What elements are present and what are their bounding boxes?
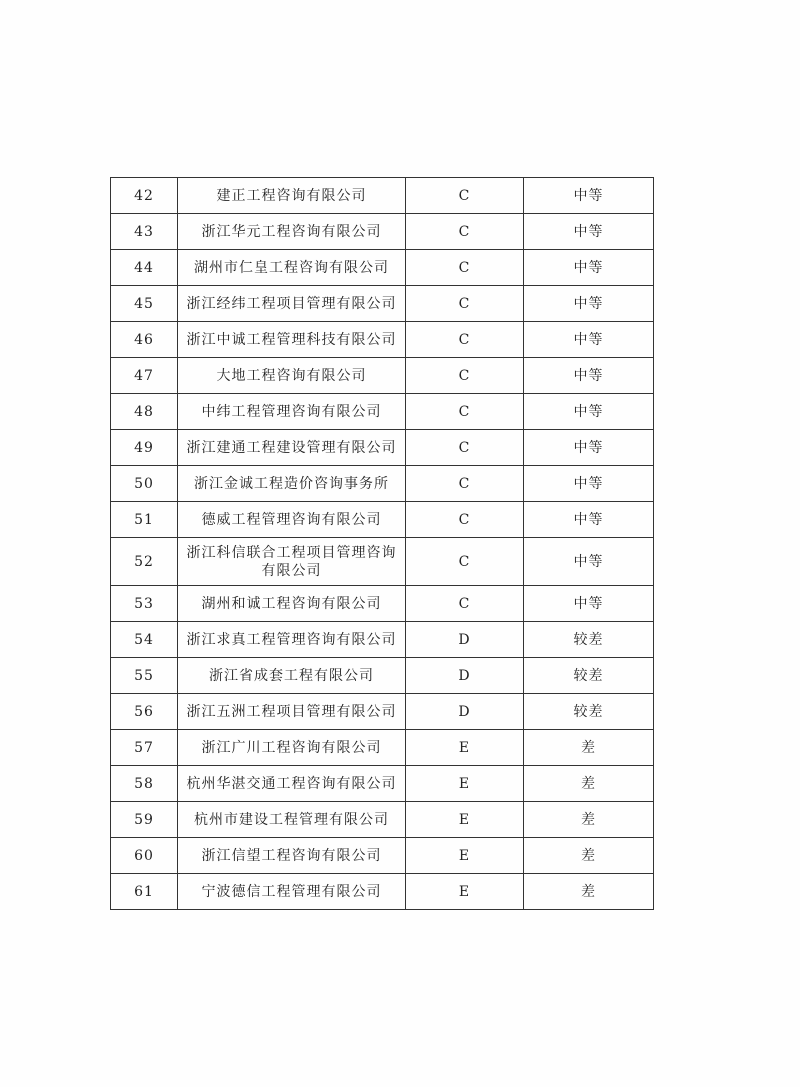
row-number: 61	[111, 874, 178, 910]
row-number: 49	[111, 430, 178, 466]
row-number: 45	[111, 286, 178, 322]
grade-level: 差	[524, 838, 654, 874]
company-name: 浙江建通工程建设管理有限公司	[178, 430, 406, 466]
row-number: 60	[111, 838, 178, 874]
grade-letter: E	[406, 874, 524, 910]
table-row	[111, 358, 654, 394]
row-number: 48	[111, 394, 178, 430]
grade-letter: E	[406, 802, 524, 838]
grade-letter: C	[406, 430, 524, 466]
row-number: 52	[111, 538, 178, 586]
grade-letter: C	[406, 358, 524, 394]
row-number: 58	[111, 766, 178, 802]
company-name: 浙江求真工程管理咨询有限公司	[178, 622, 406, 658]
row-number: 59	[111, 802, 178, 838]
company-name: 浙江信望工程咨询有限公司	[178, 838, 406, 874]
row-number: 53	[111, 586, 178, 622]
table-row	[111, 622, 654, 658]
table-row	[111, 430, 654, 466]
company-name: 浙江广川工程咨询有限公司	[178, 730, 406, 766]
row-number: 44	[111, 250, 178, 286]
company-name: 大地工程咨询有限公司	[178, 358, 406, 394]
grade-level: 中等	[524, 214, 654, 250]
table-row	[111, 874, 654, 910]
grade-level: 中等	[524, 466, 654, 502]
table-row	[111, 394, 654, 430]
row-number: 54	[111, 622, 178, 658]
grade-level: 差	[524, 874, 654, 910]
table-row	[111, 538, 654, 586]
company-name: 浙江经纬工程项目管理有限公司	[178, 286, 406, 322]
company-name: 德威工程管理咨询有限公司	[178, 502, 406, 538]
company-name: 建正工程咨询有限公司	[178, 178, 406, 214]
company-name: 浙江华元工程咨询有限公司	[178, 214, 406, 250]
table-row	[111, 730, 654, 766]
company-name: 中纬工程管理咨询有限公司	[178, 394, 406, 430]
row-number: 50	[111, 466, 178, 502]
grade-level: 差	[524, 802, 654, 838]
row-number: 42	[111, 178, 178, 214]
table-row	[111, 838, 654, 874]
table-row	[111, 502, 654, 538]
grade-level: 中等	[524, 322, 654, 358]
grade-level: 中等	[524, 586, 654, 622]
company-name: 浙江科信联合工程项目管理咨询有限公司	[178, 538, 406, 586]
row-number: 43	[111, 214, 178, 250]
grade-level: 中等	[524, 358, 654, 394]
row-number: 46	[111, 322, 178, 358]
grade-level: 较差	[524, 622, 654, 658]
company-name: 浙江五洲工程项目管理有限公司	[178, 694, 406, 730]
company-name: 湖州市仁皇工程咨询有限公司	[178, 250, 406, 286]
grade-level: 差	[524, 730, 654, 766]
grade-level: 中等	[524, 286, 654, 322]
grade-letter: C	[406, 538, 524, 586]
table-row	[111, 178, 654, 214]
grade-letter: C	[406, 286, 524, 322]
table-row	[111, 250, 654, 286]
company-name: 湖州和诚工程咨询有限公司	[178, 586, 406, 622]
grade-letter: C	[406, 214, 524, 250]
company-name: 浙江省成套工程有限公司	[178, 658, 406, 694]
table-row	[111, 658, 654, 694]
company-name: 浙江金诚工程造价咨询事务所	[178, 466, 406, 502]
grade-letter: C	[406, 502, 524, 538]
grade-letter: C	[406, 178, 524, 214]
table-row	[111, 694, 654, 730]
table-row	[111, 466, 654, 502]
company-name: 浙江中诚工程管理科技有限公司	[178, 322, 406, 358]
grade-level: 中等	[524, 178, 654, 214]
evaluation-table	[110, 177, 654, 910]
table-row	[111, 766, 654, 802]
grade-level: 中等	[524, 394, 654, 430]
table-row	[111, 214, 654, 250]
row-number: 55	[111, 658, 178, 694]
table-row	[111, 802, 654, 838]
company-name: 杭州华湛交通工程咨询有限公司	[178, 766, 406, 802]
grade-letter: C	[406, 466, 524, 502]
grade-letter: C	[406, 250, 524, 286]
company-name: 杭州市建设工程管理有限公司	[178, 802, 406, 838]
company-name: 宁波德信工程管理有限公司	[178, 874, 406, 910]
grade-letter: D	[406, 622, 524, 658]
grade-letter: C	[406, 322, 524, 358]
grade-level: 较差	[524, 694, 654, 730]
grade-letter: E	[406, 838, 524, 874]
grade-letter: C	[406, 586, 524, 622]
row-number: 56	[111, 694, 178, 730]
grade-level: 中等	[524, 430, 654, 466]
grade-letter: E	[406, 766, 524, 802]
row-number: 51	[111, 502, 178, 538]
grade-letter: D	[406, 694, 524, 730]
grade-level: 中等	[524, 250, 654, 286]
grade-letter: E	[406, 730, 524, 766]
grade-letter: D	[406, 658, 524, 694]
row-number: 57	[111, 730, 178, 766]
grade-level: 较差	[524, 658, 654, 694]
grade-level: 中等	[524, 502, 654, 538]
table-row	[111, 286, 654, 322]
row-number: 47	[111, 358, 178, 394]
grade-level: 中等	[524, 538, 654, 586]
table-row	[111, 586, 654, 622]
grade-letter: C	[406, 394, 524, 430]
grade-level: 差	[524, 766, 654, 802]
table-row	[111, 322, 654, 358]
